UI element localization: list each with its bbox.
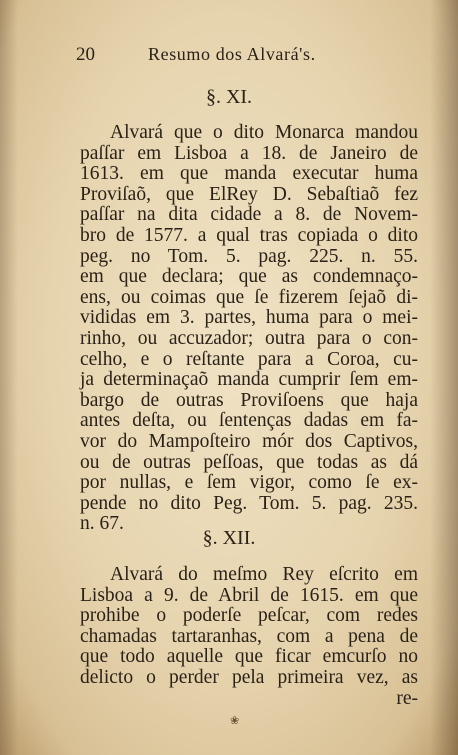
flower-ornament-icon: ❀ xyxy=(230,714,240,727)
text-line: por nullas, e ſem vigor, como ſe ex- xyxy=(80,472,418,494)
text-line: vor do Mampoſteiro mór dos Captivos, xyxy=(80,430,418,452)
text-line: rinho, ou accuzador; outra para o con- xyxy=(80,327,418,349)
text-line: vididas em 3. partes, huma para o mei- xyxy=(80,307,418,329)
text-line: ens, ou coimas que ſe fizerem ſejaõ di- xyxy=(80,286,418,308)
text-line: em que declara; que as condemnaço- xyxy=(80,266,418,288)
text-line: delicto o perder pela primeira vez, as xyxy=(80,666,418,688)
text-line: Alvará do meſmo Rey eſcrito em xyxy=(110,564,418,585)
text-line: pende no dito Peg. Tom. 5. pag. 235. xyxy=(80,492,418,514)
text-line: ou de outras peſſoas, que todas as dá xyxy=(80,451,418,473)
section-body-xi xyxy=(80,123,418,535)
text-line: antes deſta, ou ſentenças dadas em fa- xyxy=(80,410,418,432)
section-title-xi: §. XI. xyxy=(205,86,253,108)
catchword: re- xyxy=(396,687,418,709)
text-line: Alvará que o dito Monarca mandou xyxy=(110,122,418,143)
text-line: bro de 1577. a qual tras copiada o dito xyxy=(80,224,418,246)
text-line: ja determinaçaõ manda cumprir ſem em- xyxy=(80,369,418,391)
text-line: bargo de outras Proviſoens que haja xyxy=(80,389,418,411)
gutter-shadow xyxy=(0,0,18,755)
text-line: n. 67. xyxy=(80,513,124,535)
text-line: chamadas tartaranhas, com a pena de xyxy=(80,625,418,647)
text-line: celho, e o reſtante para a Coroa, cu- xyxy=(80,348,418,370)
text-line: Lisboa a 9. de Abril de 1615. em que xyxy=(80,584,418,606)
page-edge-shadow xyxy=(430,0,458,755)
text-line: prohibe o poderſe peſcar, com redes xyxy=(80,605,418,627)
text-line: paſſar em Lisboa a 18. de Janeiro de xyxy=(80,142,418,164)
section-title-xii: §. XII. xyxy=(202,527,256,549)
section-body-xii xyxy=(80,565,418,709)
page-number: 20 xyxy=(76,44,95,65)
text-line: paſſar na dita cidade a 8. de Novem- xyxy=(80,204,418,226)
text-line: peg. no Tom. 5. pag. 225. n. 55. xyxy=(80,245,418,267)
text-line: Proviſaõ, que ElRey D. Sebaſtiaõ fez xyxy=(80,183,418,205)
page-header xyxy=(76,44,396,68)
text-line: 1613. em que manda executar huma xyxy=(80,163,418,185)
text-line: que todo aquelle que ficar emcurſo no xyxy=(80,646,418,668)
running-head: Resumo dos Alvará's. xyxy=(148,44,316,64)
